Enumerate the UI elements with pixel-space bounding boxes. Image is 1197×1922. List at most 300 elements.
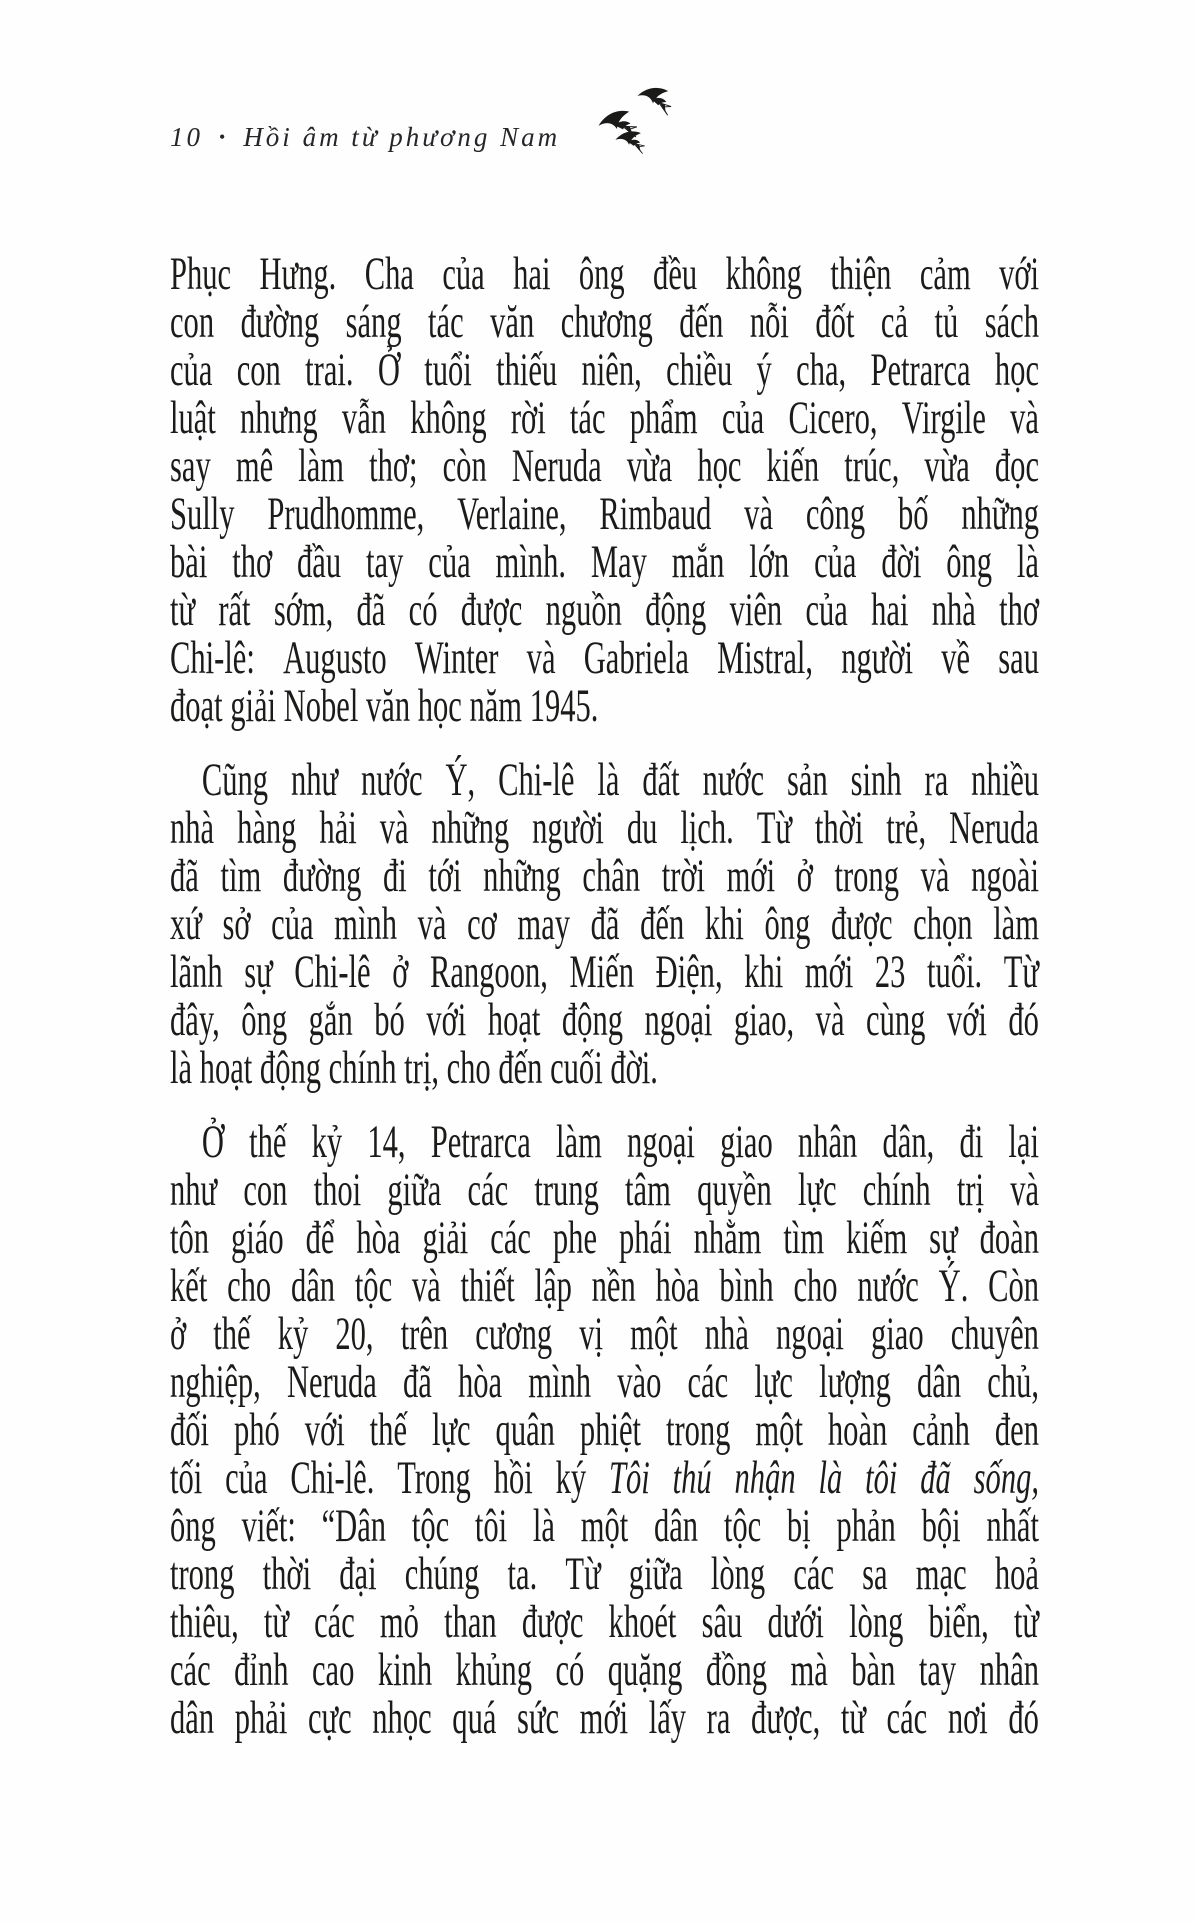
word: lực xyxy=(797,1164,837,1216)
word: từ xyxy=(1013,1596,1039,1648)
text-line xyxy=(170,538,1039,586)
word: cao xyxy=(311,1644,355,1696)
word: là xyxy=(1016,536,1039,588)
text-line xyxy=(170,1310,1039,1358)
word: trong xyxy=(665,1404,731,1456)
word: Ý. xyxy=(938,1260,969,1312)
word: nhưng xyxy=(240,392,318,444)
word: May xyxy=(590,536,647,588)
word: cơ xyxy=(467,898,497,950)
word: nhà xyxy=(931,584,976,636)
word: du xyxy=(626,802,658,854)
word: người xyxy=(532,802,604,854)
word: kết xyxy=(170,1260,208,1312)
word: thiện xyxy=(830,248,892,300)
word: đã xyxy=(403,1356,432,1408)
page-number: 10 xyxy=(170,122,203,152)
word: đốt xyxy=(815,296,855,348)
word: sinh xyxy=(850,754,902,806)
word: với xyxy=(946,994,987,1046)
word: nơi xyxy=(947,1692,988,1744)
word: bó xyxy=(374,994,405,1046)
word: với xyxy=(426,994,467,1046)
text-line xyxy=(170,1214,1039,1262)
word: Trong xyxy=(397,1452,471,1504)
word: được, xyxy=(751,1692,821,1744)
word: khi xyxy=(744,946,784,998)
word: bài xyxy=(170,536,208,588)
word: rời xyxy=(510,392,546,444)
word: đã xyxy=(920,1452,951,1504)
word: cương xyxy=(475,1308,553,1360)
text-line xyxy=(170,996,1039,1044)
text-line xyxy=(170,900,1039,948)
word: có xyxy=(555,1644,585,1696)
word: nhân xyxy=(797,1116,858,1168)
word: của xyxy=(721,392,765,444)
word: thoi xyxy=(313,1164,362,1216)
word: nhọc xyxy=(372,1692,432,1744)
word: con xyxy=(170,296,215,348)
word: ký xyxy=(555,1452,587,1504)
word: của xyxy=(271,898,314,950)
word: làm xyxy=(993,898,1040,950)
text-line xyxy=(170,346,1039,394)
word: sa xyxy=(862,1548,888,1600)
word: nước xyxy=(702,754,765,806)
word: về xyxy=(941,632,971,684)
word: các xyxy=(687,1356,729,1408)
word: tủ xyxy=(934,296,959,348)
word: được xyxy=(460,584,523,636)
word: Neruda xyxy=(511,440,602,492)
word: Điện, xyxy=(655,946,723,998)
word: lịch. xyxy=(680,802,734,854)
word: đất xyxy=(642,754,680,806)
word: Petrarca xyxy=(870,344,971,396)
word: tay xyxy=(366,536,404,588)
word: cực xyxy=(307,1692,352,1744)
word: Ở xyxy=(201,1116,224,1168)
word: ngoại xyxy=(776,1308,844,1360)
text-line xyxy=(170,682,1039,730)
word: thơ; xyxy=(369,440,418,492)
word: quân xyxy=(495,1404,555,1456)
word: tới xyxy=(428,850,462,902)
word: mắn xyxy=(671,536,725,588)
word: trong xyxy=(834,850,899,902)
word: lớn xyxy=(749,536,790,588)
word: cùng xyxy=(866,994,926,1046)
word: Neruda xyxy=(949,802,1039,854)
word: cảm xyxy=(919,248,971,300)
word: được xyxy=(521,1596,584,1648)
page-body xyxy=(170,250,1039,1742)
word: với xyxy=(999,248,1040,300)
text-line xyxy=(170,756,1039,804)
word: Sully xyxy=(170,488,235,540)
word: như xyxy=(170,1164,218,1216)
word: biển, xyxy=(928,1596,989,1648)
word: vừa xyxy=(626,440,673,492)
word: Cha xyxy=(364,248,414,300)
word: say xyxy=(170,440,211,492)
word: không xyxy=(410,392,487,444)
word: đại xyxy=(339,1548,377,1600)
word: con xyxy=(243,1164,288,1216)
word: quá xyxy=(452,1692,497,1744)
word: trong xyxy=(170,1548,235,1600)
word: dưới xyxy=(767,1596,824,1648)
word: khủng xyxy=(455,1644,532,1696)
word: hải xyxy=(319,802,357,854)
word: thơ xyxy=(232,536,273,588)
word: đầu xyxy=(297,536,342,588)
word: hòa xyxy=(655,1260,700,1312)
text-line xyxy=(170,1454,1039,1502)
word: đen xyxy=(994,1404,1040,1456)
word: hai xyxy=(871,584,909,636)
word: chiều xyxy=(666,344,733,396)
word: sự xyxy=(929,1212,958,1264)
word: thế xyxy=(249,1116,287,1168)
word: giữa xyxy=(387,1164,442,1216)
word: công xyxy=(805,488,866,540)
word: ông xyxy=(170,1500,216,1552)
word: sáng xyxy=(345,296,402,348)
word: kiến xyxy=(766,440,820,492)
word: những xyxy=(483,850,561,902)
word: kinh xyxy=(377,1644,433,1696)
text-line xyxy=(170,1044,1039,1092)
word: Ở xyxy=(377,344,400,396)
word: đã xyxy=(356,584,386,636)
word: và xyxy=(379,802,409,854)
word: lập xyxy=(534,1260,572,1312)
text-line xyxy=(170,490,1039,538)
word: phẩm xyxy=(629,392,698,444)
word: Rangoon, xyxy=(429,946,548,998)
word: có xyxy=(408,584,438,636)
word: nhiều xyxy=(971,754,1040,806)
word: cha, xyxy=(796,344,847,396)
word: nỗi xyxy=(749,296,789,348)
word: dân xyxy=(653,1500,699,1552)
word: ở xyxy=(170,1308,187,1360)
word: tuổi. xyxy=(926,946,983,998)
word: mình xyxy=(528,1356,592,1408)
word: đường xyxy=(282,850,362,902)
word: đó xyxy=(1008,1692,1039,1744)
word: sở xyxy=(222,898,251,950)
word: Cũng xyxy=(201,754,269,806)
word: Từ xyxy=(1003,946,1039,998)
word: quyền xyxy=(697,1164,772,1216)
word: đến xyxy=(640,898,685,950)
word: cho xyxy=(793,1260,838,1312)
word: mới xyxy=(579,1692,629,1744)
word: thế xyxy=(213,1308,251,1360)
word: mà xyxy=(790,1644,828,1696)
paragraph xyxy=(170,756,1039,1092)
word: Cicero, xyxy=(788,392,878,444)
word: giao xyxy=(871,1308,924,1360)
word: Từ xyxy=(565,1548,601,1600)
word: hoả xyxy=(994,1548,1039,1600)
word: ông xyxy=(764,898,811,950)
word: chân xyxy=(582,850,641,902)
word: những xyxy=(431,802,510,854)
word: đi xyxy=(959,1116,984,1168)
word: sự xyxy=(244,946,273,998)
word: kỷ xyxy=(277,1308,309,1360)
word: Chi-lê: xyxy=(170,632,255,684)
word: ông xyxy=(241,994,288,1046)
word: than xyxy=(444,1596,497,1648)
word: sản xyxy=(787,754,828,806)
word: những xyxy=(961,488,1040,540)
word: gắn xyxy=(308,994,353,1046)
word: học xyxy=(697,440,742,492)
text-line xyxy=(170,1118,1039,1166)
word: con xyxy=(236,344,281,396)
word: của xyxy=(442,248,485,300)
word: là xyxy=(532,1500,555,1552)
word: lãnh xyxy=(170,946,223,998)
word: ở xyxy=(392,946,409,998)
word: giao xyxy=(720,1116,773,1168)
word: người xyxy=(841,632,914,684)
text-line xyxy=(170,394,1039,442)
word: vừa xyxy=(924,440,970,492)
word: trung xyxy=(534,1164,599,1216)
word: tác xyxy=(569,392,606,444)
word: thú xyxy=(672,1452,712,1504)
word: và xyxy=(920,850,950,902)
word: các xyxy=(467,1164,509,1216)
word: lượng xyxy=(819,1356,891,1408)
word: dân xyxy=(170,1692,215,1744)
word: thiêu, xyxy=(170,1596,239,1648)
word: Rimbaud xyxy=(599,488,712,540)
word: 14, xyxy=(367,1116,406,1168)
word: đó xyxy=(1008,994,1039,1046)
word: làm xyxy=(556,1116,602,1168)
word: một xyxy=(755,1404,803,1456)
word: các xyxy=(793,1548,835,1600)
word: tôi xyxy=(865,1452,898,1504)
word: rất xyxy=(218,584,251,636)
word: vẫn xyxy=(341,392,387,444)
word: đối xyxy=(170,1404,210,1456)
word: Neruda xyxy=(286,1356,377,1408)
word: nhà xyxy=(170,802,215,854)
word: viết: xyxy=(241,1500,296,1552)
word: là xyxy=(818,1452,843,1504)
word: tìm xyxy=(220,850,262,902)
word: hồi xyxy=(493,1452,533,1504)
word: sớm, xyxy=(273,584,334,636)
word: nhà xyxy=(704,1308,749,1360)
text-line xyxy=(170,804,1039,852)
word: Chi-lê. xyxy=(290,1452,375,1504)
word: và xyxy=(815,994,845,1046)
word: bàn xyxy=(851,1644,896,1696)
word: luật xyxy=(170,392,216,444)
word: hàng xyxy=(237,802,297,854)
word: ra xyxy=(924,754,949,806)
word: của xyxy=(428,536,471,588)
word: kiếm xyxy=(846,1212,908,1264)
word: nhằm xyxy=(693,1212,762,1264)
word: làm xyxy=(298,440,345,492)
word: nhận xyxy=(734,1452,796,1504)
running-title: Hồi âm từ phương Nam xyxy=(243,122,561,152)
word: từ xyxy=(170,584,196,636)
word: niên, xyxy=(581,344,642,396)
word: “Dân xyxy=(321,1500,387,1552)
word: Petrarca xyxy=(430,1116,531,1168)
word: Phục xyxy=(170,248,232,300)
word: hoạt xyxy=(487,994,541,1046)
word: dân xyxy=(290,1260,336,1312)
text-line xyxy=(170,852,1039,900)
word: ngoài xyxy=(971,850,1039,902)
word: một xyxy=(630,1308,678,1360)
word: sâu xyxy=(701,1596,743,1648)
word: ở xyxy=(796,850,813,902)
word: phiệt xyxy=(579,1404,641,1456)
text-line xyxy=(170,1646,1039,1694)
word: chương xyxy=(560,296,653,348)
word: chúng xyxy=(404,1548,480,1600)
text-line xyxy=(170,948,1039,996)
word: đã xyxy=(590,898,620,950)
word: vào xyxy=(617,1356,662,1408)
word: lực xyxy=(431,1404,471,1456)
word: thế xyxy=(369,1404,408,1456)
text-segment: đoạt giải Nobel văn học năm 1945. xyxy=(170,680,599,732)
word: sống, xyxy=(973,1452,1040,1504)
word: mạc xyxy=(915,1548,967,1600)
text-line xyxy=(170,1358,1039,1406)
word: nhân xyxy=(979,1644,1040,1696)
word: Prudhomme, xyxy=(267,488,425,540)
word: tôi xyxy=(474,1500,508,1552)
word: đồng xyxy=(705,1644,768,1696)
word: Chi-lê xyxy=(294,946,371,998)
word: xứ xyxy=(170,898,202,950)
word: giáo xyxy=(231,1212,284,1264)
word: mình xyxy=(334,898,397,950)
word: hai xyxy=(513,248,551,300)
word: thiếu xyxy=(496,344,558,396)
word: Từ xyxy=(756,802,792,854)
word: mới xyxy=(804,946,854,998)
word: tuổi xyxy=(424,344,472,396)
word: 23 xyxy=(874,946,906,998)
word: lòng xyxy=(849,1596,904,1648)
word: dân, xyxy=(882,1116,935,1168)
word: giao, xyxy=(733,994,795,1046)
paragraph xyxy=(170,1118,1039,1742)
word: trời xyxy=(661,850,706,902)
word: trúc, xyxy=(844,440,900,492)
word: đã xyxy=(170,850,199,902)
word: giải xyxy=(422,1212,469,1264)
word: mê xyxy=(235,440,274,492)
word: với xyxy=(304,1404,345,1456)
text-line xyxy=(170,1262,1039,1310)
word: sức xyxy=(517,1692,560,1744)
word: khoét xyxy=(608,1596,677,1648)
text-line xyxy=(170,586,1039,634)
word: phải xyxy=(234,1692,288,1744)
word: ngoại xyxy=(627,1116,695,1168)
word: của xyxy=(805,584,848,636)
word: đi xyxy=(382,850,407,902)
word: nước xyxy=(360,754,423,806)
word: đều xyxy=(653,248,698,300)
word: lòng xyxy=(710,1548,766,1600)
word: chọn xyxy=(913,898,973,950)
word: các xyxy=(170,1644,211,1696)
word: các xyxy=(886,1692,928,1744)
word: đến xyxy=(679,296,724,348)
word: tác xyxy=(428,296,464,348)
word: may xyxy=(517,898,571,950)
word: các xyxy=(490,1212,531,1264)
word: mỏ xyxy=(379,1596,419,1648)
word: sách xyxy=(984,296,1040,348)
word: được xyxy=(830,898,893,950)
word: từ xyxy=(263,1596,289,1648)
text-line xyxy=(170,1550,1039,1598)
word: giữa xyxy=(628,1548,683,1600)
word: của xyxy=(814,536,857,588)
word: kỷ xyxy=(311,1116,343,1168)
word: còn xyxy=(442,440,487,492)
word: tối xyxy=(170,1452,203,1504)
word: chính xyxy=(862,1164,931,1216)
word: trị xyxy=(956,1164,984,1216)
word: chuyên xyxy=(950,1308,1039,1360)
word: sau xyxy=(998,632,1040,684)
text-line xyxy=(170,1694,1039,1742)
word: Augusto xyxy=(283,632,387,684)
word: cả xyxy=(880,296,909,348)
word: Verlaine, xyxy=(457,488,567,540)
word: cho xyxy=(227,1260,272,1312)
word: bội xyxy=(921,1500,961,1552)
word: chủ, xyxy=(987,1356,1040,1408)
word: cảnh xyxy=(912,1404,970,1456)
word: đây, xyxy=(170,994,220,1046)
word: phái xyxy=(618,1212,672,1264)
text-line xyxy=(170,1406,1039,1454)
word: ra xyxy=(706,1692,731,1744)
word: từ xyxy=(840,1692,866,1744)
word: trên xyxy=(400,1308,449,1360)
word: tay xyxy=(918,1644,957,1696)
text-line xyxy=(170,1166,1039,1214)
word: hoàn xyxy=(827,1404,888,1456)
word: đoàn xyxy=(979,1212,1039,1264)
word: để xyxy=(305,1212,335,1264)
word: Còn xyxy=(988,1260,1040,1312)
word: lực xyxy=(754,1356,793,1408)
word: đọc xyxy=(994,440,1040,492)
